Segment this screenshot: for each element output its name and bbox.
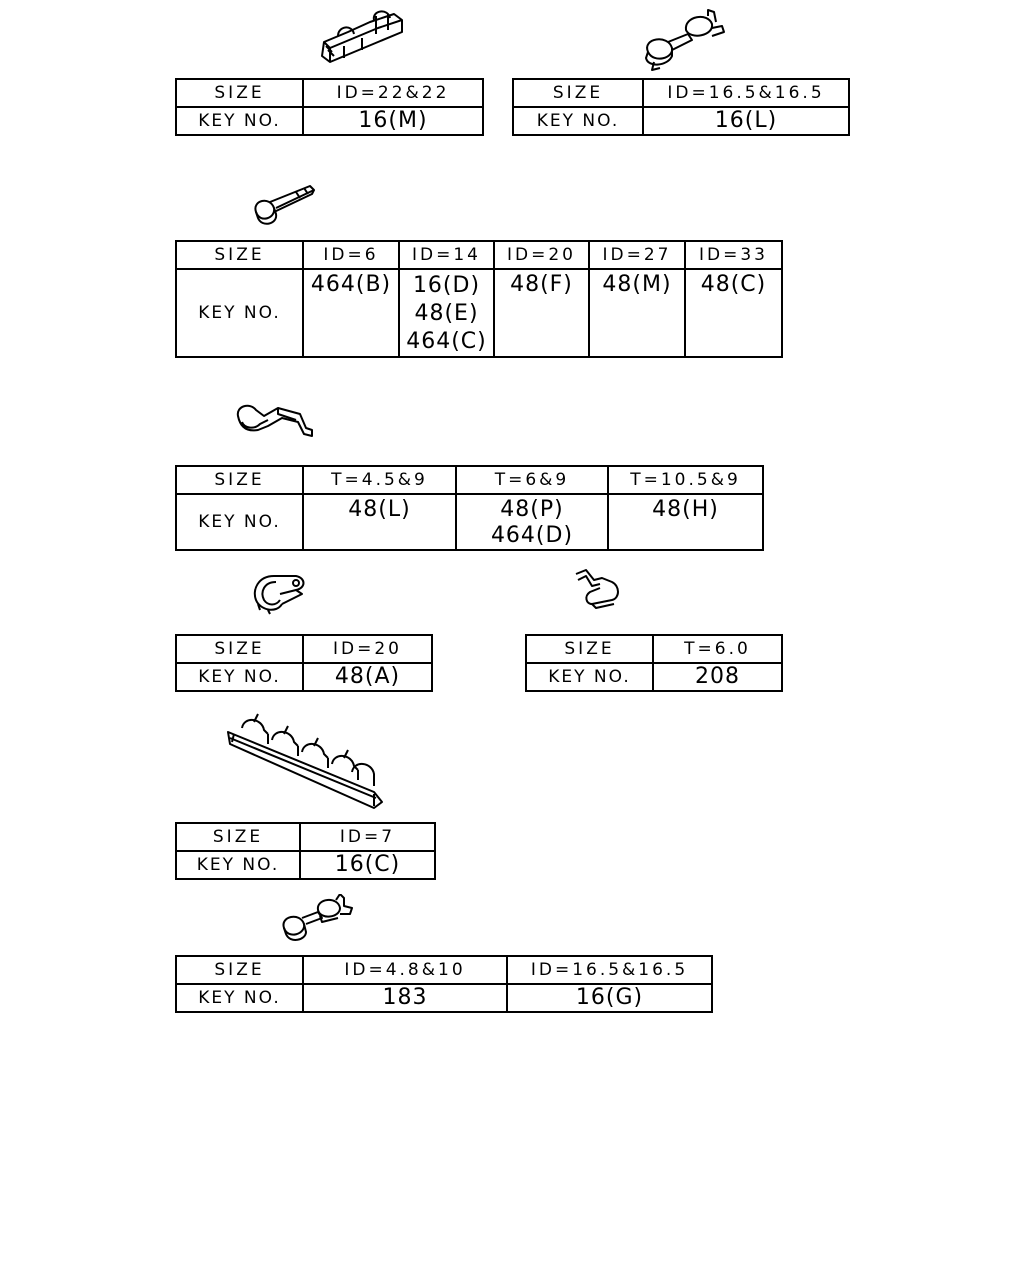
- key-no-value: 48(M): [589, 269, 685, 357]
- size-row: [176, 823, 435, 851]
- size-row: [176, 79, 483, 107]
- key-no-value: 464(D): [490, 523, 574, 548]
- key-no-value: 48(L): [303, 494, 456, 550]
- double-clip-round-icon: [638, 8, 728, 72]
- size-value: ID=6: [303, 241, 399, 269]
- key-no-value: 48(F): [494, 269, 589, 357]
- size-header: SIZE: [176, 466, 303, 494]
- twin-clip-icon: [278, 894, 354, 948]
- key-row: [176, 851, 435, 879]
- key-no-value: 48(C): [685, 269, 782, 357]
- key-no-value: 16(M): [303, 107, 483, 135]
- spec-table: [175, 955, 713, 1013]
- size-value: ID=20: [303, 635, 432, 663]
- key-no-label: KEY NO.: [513, 107, 643, 135]
- key-no-value: 183: [303, 984, 507, 1012]
- key-no-value-stack: [399, 269, 494, 357]
- size-row: [526, 635, 782, 663]
- size-row: [176, 956, 712, 984]
- key-row: [526, 663, 782, 691]
- size-value: T=6.0: [653, 635, 782, 663]
- size-value: ID=33: [685, 241, 782, 269]
- key-no-value: 208: [653, 663, 782, 691]
- size-value: ID=7: [300, 823, 435, 851]
- key-no-value: 16(D): [412, 273, 481, 298]
- size-row: [176, 635, 432, 663]
- spec-table: [175, 240, 783, 358]
- key-row: [176, 269, 782, 357]
- size-value: ID=20: [494, 241, 589, 269]
- size-value: ID=16.5&16.5: [507, 956, 712, 984]
- spec-table: [175, 465, 764, 551]
- spec-table: [512, 78, 850, 136]
- double-clip-icon: [318, 6, 408, 68]
- key-no-value: 464(B): [303, 269, 399, 357]
- size-value: T=10.5&9: [608, 466, 763, 494]
- key-no-label: KEY NO.: [526, 663, 653, 691]
- size-value: T=6&9: [456, 466, 608, 494]
- size-value: T=4.5&9: [303, 466, 456, 494]
- key-row: [176, 494, 763, 550]
- size-header: SIZE: [176, 241, 303, 269]
- size-value: ID=4.8&10: [303, 956, 507, 984]
- key-no-value: 464(C): [406, 329, 487, 354]
- size-value: ID=16.5&16.5: [643, 79, 849, 107]
- key-no-label: KEY NO.: [176, 494, 303, 550]
- size-row: [176, 466, 763, 494]
- key-no-value: 16(L): [643, 107, 849, 135]
- key-row: [176, 107, 483, 135]
- key-no-value: 48(P): [500, 497, 564, 522]
- spec-table: [175, 634, 433, 692]
- key-no-label: KEY NO.: [176, 107, 303, 135]
- size-value: ID=27: [589, 241, 685, 269]
- key-no-value: 48(A): [303, 663, 432, 691]
- key-no-label: KEY NO.: [176, 269, 303, 357]
- size-header: SIZE: [176, 956, 303, 984]
- size-row: [513, 79, 849, 107]
- key-no-value: 48(H): [608, 494, 763, 550]
- key-no-label: KEY NO.: [176, 663, 303, 691]
- size-header: SIZE: [513, 79, 643, 107]
- multi-clip-rail-icon: [224, 710, 386, 812]
- spec-table: [175, 78, 484, 136]
- tube-clip-icon: [250, 182, 320, 232]
- size-header: SIZE: [176, 79, 303, 107]
- key-no-value: 16(C): [300, 851, 435, 879]
- key-row: [513, 107, 849, 135]
- key-row: [176, 984, 712, 1012]
- key-no-value: 48(E): [414, 301, 479, 326]
- size-value: ID=14: [399, 241, 494, 269]
- size-header: SIZE: [526, 635, 653, 663]
- key-no-value-stack: [456, 494, 608, 550]
- bent-clip-icon: [234, 400, 318, 444]
- key-no-value: 16(G): [507, 984, 712, 1012]
- p-clamp-icon: [250, 570, 310, 616]
- key-row: [176, 663, 432, 691]
- size-value: ID=22&22: [303, 79, 483, 107]
- key-no-label: KEY NO.: [176, 984, 303, 1012]
- key-no-label: KEY NO.: [176, 851, 300, 879]
- spec-table: [175, 822, 436, 880]
- size-header: SIZE: [176, 823, 300, 851]
- size-header: SIZE: [176, 635, 303, 663]
- spec-table: [525, 634, 783, 692]
- size-row: [176, 241, 782, 269]
- spring-clip-icon: [572, 566, 624, 610]
